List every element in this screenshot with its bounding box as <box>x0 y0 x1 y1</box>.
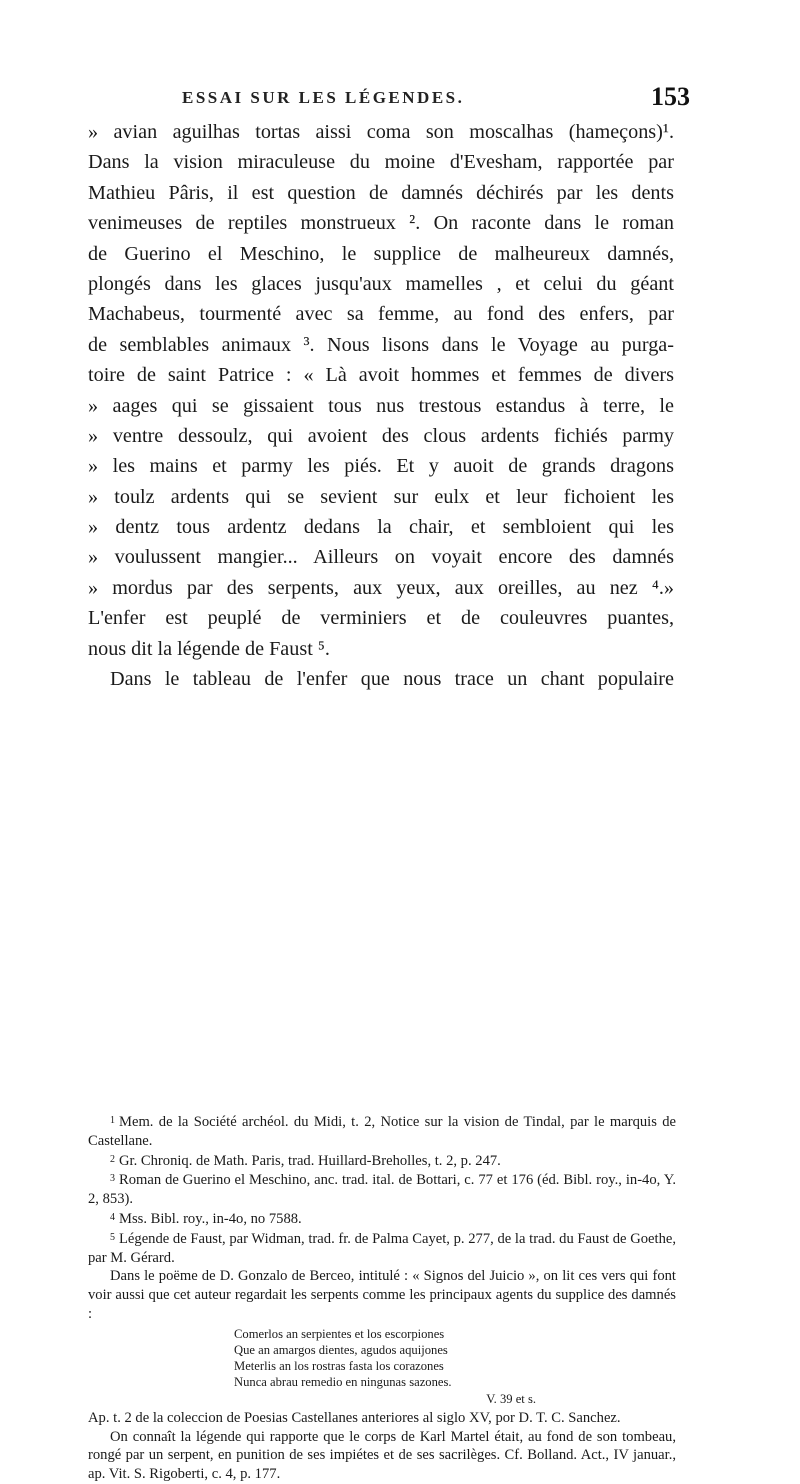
text-line: » voulussent mangier... Ailleurs on voyait encore des damnés <box>88 546 674 569</box>
text-line: » ventre dessoulz, qui avoient des clous ardents fichiés parmy <box>88 424 674 447</box>
footnote-text: Gr. Chroniq. de Math. Paris, trad. Huillard-Breholles, t. 2, p. 247. <box>119 1152 501 1169</box>
text-line: toire de saint Patrice : « Là avoit hommes et femmes de divers <box>88 364 674 387</box>
main-text <box>88 117 674 694</box>
text-line: » dentz tous ardentz dedans la chair, et sembloient qui les <box>88 516 674 539</box>
text-line: Dans le tableau de l'enfer que nous trace un chant populaire <box>110 668 674 691</box>
footnote-number: 2 <box>110 1153 115 1165</box>
verse-quote <box>234 1326 676 1407</box>
verse-line: Que an amargos dientes, agudos aquijones <box>234 1342 448 1357</box>
berceo-source: Ap. t. 2 de la coleccion de Poesias Castellanes anteriores al siglo XV, por D. T. C. Sanchez. <box>88 1409 621 1426</box>
text-line: » les mains et parmy les piés. Et y auoit de grands dragons <box>88 455 674 478</box>
martel-note: On connaît la légende qui rapporte que le corps de Karl Martel était, au fond de son tombeau, rongé par un serpent, en punition de ses impiétes et de ses sacrilèges. Cf. Bolland. Act., IV januar., ap. Vit. S. Rigoberti, c. 4, p. 177. <box>88 1428 676 1483</box>
verse-line: Comerlos an serpientes et los escorpiones <box>234 1326 445 1341</box>
text-line: » toulz ardents qui se sevient sur eulx et leur fichoient les <box>88 485 674 508</box>
footnote-text: Mss. Bibl. roy., in-4o, no 7588. <box>119 1210 302 1227</box>
footnote-text: Légende de Faust, par Widman, trad. fr. de Palma Cayet, p. 277, de la trad. du Faust de Goethe, par M. Gérard. <box>88 1230 676 1266</box>
text-line: de Guerino el Meschino, le supplice de malheureux damnés, <box>88 242 674 265</box>
footnote-3 <box>88 1170 676 1209</box>
text-line: » mordus par des serpents, aux yeux, aux oreilles, au nez ⁴.» <box>88 576 674 599</box>
footnote-text: Roman de Guerino el Meschino, anc. trad. ital. de Bottari, c. 77 et 176 (éd. Bibl. roy., in-4o, Y. 2, 853). <box>88 1172 676 1208</box>
text-line: de semblables animaux ³. Nous lisons dans le Voyage au purga- <box>88 333 674 356</box>
footnote-text: Mem. de la Société archéol. du Midi, t. 2, Notice sur la vision de Tindal, par le marquis de Castellane. <box>88 1114 676 1149</box>
footnote-number: 1 <box>110 1115 115 1126</box>
footnote-number: 4 <box>110 1211 115 1223</box>
verse-reference: V. 39 et s. <box>486 1391 536 1406</box>
verse-line: Nunca abrau remedio en ningunas sazones. <box>234 1375 452 1390</box>
footnotes <box>88 1112 676 1484</box>
text-line: Machabeus, tourmenté avec sa femme, au fond des enfers, par <box>88 303 674 326</box>
page-number: 153 <box>651 82 690 111</box>
footnote-number: 5 <box>110 1231 115 1243</box>
text-line: L'enfer est peuplé de verminiers et de couleuvres puantes, <box>88 607 674 630</box>
page-header <box>90 82 690 118</box>
footnote-2 <box>88 1151 676 1171</box>
text-line: venimeuses de reptiles monstrueux ². On raconte dans le roman <box>88 212 674 235</box>
footnote-number: 3 <box>110 1173 115 1185</box>
berceo-intro: Dans le poëme de D. Gonzalo de Berceo, intitulé : « Signos del Juicio », on lit ces vers qui font voir aussi que cet auteur regardait les serpents comme les principaux agents du supplice des damnés : <box>88 1268 676 1322</box>
footnote-4 <box>88 1209 676 1229</box>
footnote-5 <box>88 1229 676 1268</box>
text-line: Mathieu Pâris, il est question de damnés déchirés par les dents <box>88 181 674 204</box>
text-line: nous dit la légende de Faust ⁵. <box>88 637 330 660</box>
text-line: Dans la vision miraculeuse du moine d'Evesham, rapportée par <box>88 151 674 174</box>
footnote-1 <box>88 1112 676 1151</box>
running-title: ESSAI SUR LES LÉGENDES. <box>182 88 465 107</box>
text-line: » avian aguilhas tortas aissi coma son moscalhas (hameçons)¹. <box>88 121 674 143</box>
text-line: plongés dans les glaces jusqu'aux mamelles , et celui du géant <box>88 272 674 295</box>
verse-line: Meterlis an los rostras fasta los corazones <box>234 1359 444 1374</box>
text-line: » aages qui se gissaient tous nus trestous estandus à terre, le <box>88 394 674 417</box>
